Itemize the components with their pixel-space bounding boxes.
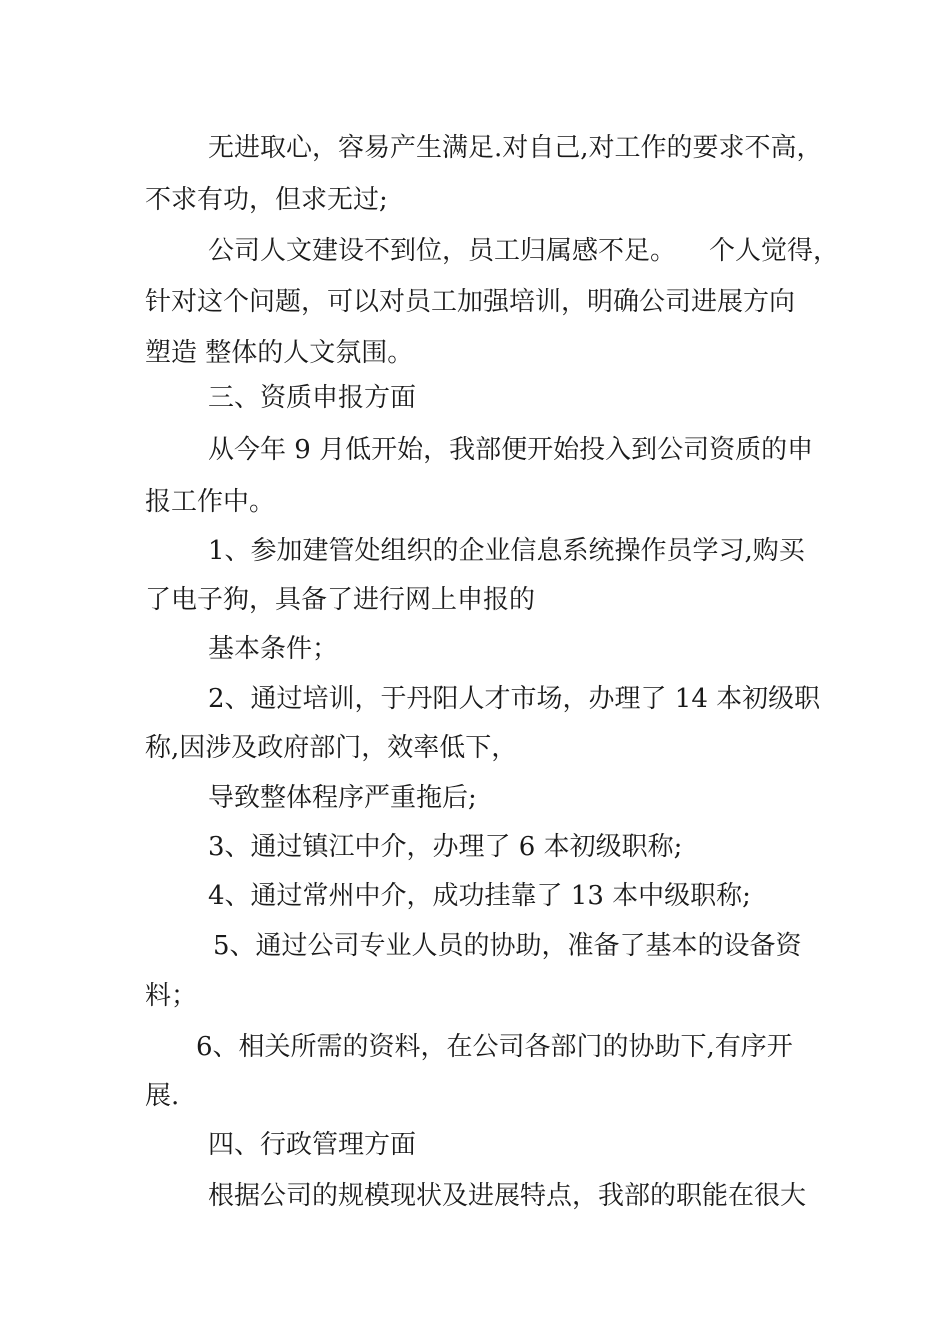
list-item-line: 展. <box>145 1081 180 1111</box>
list-item-line: 称,因涉及政府部门，效率低下， <box>145 733 518 763</box>
list-item-line: 基本条件； <box>208 634 339 664</box>
list-item-line: 了电子狗，具备了进行网上申报的 <box>145 585 536 615</box>
list-item-line: 4、通过常州中介，成功挂靠了 13 本中级职称; <box>208 881 751 911</box>
paragraph-line: 根据公司的规模现状及进展特点，我部的职能在很大 <box>208 1181 807 1211</box>
section-heading: 四、行政管理方面 <box>208 1130 417 1160</box>
paragraph-line: 从今年 9 月低开始，我部便开始投入到公司资质的申 <box>208 435 814 465</box>
list-item-line: 1、参加建管处组织的企业信息系统操作员学习,购买 <box>208 536 805 566</box>
list-item-line: 6、相关所需的资料，在公司各部门的协助下,有序开 <box>196 1032 793 1062</box>
list-item-line: 3、通过镇江中介，办理了 6 本初级职称; <box>208 832 683 862</box>
paragraph-line: 报工作中。 <box>145 487 276 517</box>
list-item-line: 料； <box>145 981 198 1011</box>
paragraph-line: 不求有功，但求无过; <box>145 185 388 215</box>
paragraph-line: 针对这个问题，可以对员工加强培训，明确公司进展方向 <box>145 287 796 317</box>
paragraph-line: 公司人文建设不到位，员工归属感不足。 个人觉得， <box>208 236 840 266</box>
list-item-line: 导致整体程序严重拖后; <box>208 783 477 813</box>
paragraph-line: 塑造 整体的人文氛围。 <box>145 338 414 368</box>
section-heading: 三、资质申报方面 <box>208 383 417 413</box>
list-item-line: 2、通过培训，于丹阳人才市场，办理了 14 本初级职 <box>208 684 821 714</box>
paragraph-line: 无进取心，容易产生满足.对自己,对工作的要求不高， <box>208 133 823 163</box>
list-item-line: 5、通过公司专业人员的协助，准备了基本的设备资 <box>213 931 802 961</box>
